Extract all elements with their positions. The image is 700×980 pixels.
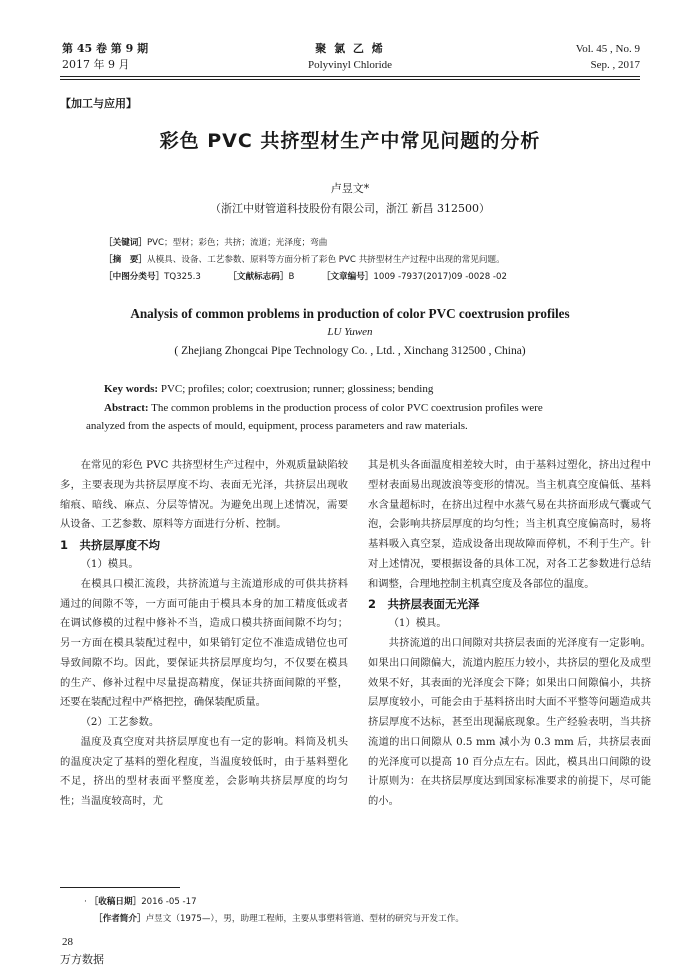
header-journal-en: Polyvinyl Chloride — [307, 59, 393, 71]
author-en: LU Yuwen — [327, 326, 373, 338]
classification-line — [104, 270, 507, 285]
author-cn: 卢昱文* — [330, 182, 370, 195]
received-label: ［收稿日期］ — [89, 897, 142, 907]
abstract-cn-label: ［摘 要］ — [104, 255, 147, 265]
header-date: 2017 年 9 月 — [62, 58, 130, 71]
clc-label: ［中图分类号］ — [104, 272, 165, 282]
title-cn: 彩色 PVC 共挤型材生产中常见问题的分析 — [159, 130, 541, 152]
footnote-author-bio — [94, 911, 464, 928]
abstract-en-text1: The common problems in the production process of color PVC coextrusion profiles were — [151, 402, 543, 414]
doc-code-value: B — [288, 272, 295, 282]
subheading-process-params: （2）工艺参数。 — [80, 716, 160, 728]
bio-label: ［作者简介］ — [94, 914, 146, 924]
header-journal-cn: 聚 氯 乙 烯 — [315, 42, 385, 55]
intro-paragraph: 在常见的彩色 PVC 共挤型材生产过程中，外观质量缺陷较多，主要表现为共挤层厚度不均、表面无光泽，共挤层出现收缩痕、暗线、麻点、分层等情况。为避免出现上述情况，需要从设备、工艺参数、原料等方面进行分析、控制。 — [60, 459, 348, 531]
section-1-heading: 1 共挤层厚度不均 — [60, 538, 161, 552]
title-en: Analysis of common problems in production of color PVC coextrusion profiles — [130, 306, 570, 321]
article-no-value: 1009 -7937(2017)09 -0028 -02 — [373, 272, 507, 282]
abstract-en-label: Abstract: — [104, 402, 149, 414]
keywords-en-label: Key words: — [104, 383, 159, 395]
left-column — [60, 456, 348, 812]
paragraph-continued: 其是机头各面温度相差较大时，由于基料过塑化，挤出过程中型材表面易出现波浪等变形的情况。当主机真空度偏低、基料水含量超标时，在挤出过程中水蒸气易在共挤面形成气囊或气泡，会影响共挤层厚度的均匀性；当主机真空度偏高时，易将基料吸入真空泵，造成设备出现故障而停机，不利于生产。针对上述情况，要根据设备的具体工况，对各工艺参数进行总结和调整，合理地控制主机真空度及各部位的温度。 — [368, 459, 651, 590]
section-2-heading: 2 共挤层表面无光泽 — [368, 597, 480, 612]
subheading-mould-2: （1）模具。 — [388, 617, 447, 630]
clc-value: TQ325.3 — [164, 272, 201, 282]
paragraph-process-params: 温度及真空度对共挤层厚度也有一定的影响。料筒及机头的温度决定了基料的塑化程度，当温度较低时，由于基料塑化不足，挤出的型材表面平整度差，会影响共挤层厚度的均匀性；当温度较高时，尤 — [60, 735, 348, 807]
page-number: 28 — [62, 936, 73, 948]
header-rule-thick — [60, 76, 640, 77]
watermark-text: 万方数据 — [60, 953, 104, 966]
keywords-cn — [104, 236, 327, 251]
keywords-cn-label: ［关键词］ — [104, 238, 147, 248]
received-value: 2016 -05 -17 — [141, 897, 197, 907]
abstract-en-line1 — [104, 402, 543, 414]
abstract-en-line2: analyzed from the aspects of mould, equipment, process parameters and raw materials. — [86, 420, 468, 432]
header-volume-issue: 第 45 卷 第 9 期 — [62, 42, 149, 55]
right-column — [368, 456, 651, 812]
paragraph-mould-2: 共挤流道的出口间隙对共挤层表面的光泽度有一定影响。如果出口间隙偏大，流道内腔压力较小，共挤层的塑化及成型效果不好，其表面的光泽度会下降；如果出口间隙偏小，共挤层厚度较小，可能会由于基料挤出时大面不平整等问题造成共挤层厚度不达标，甚至出现漏底现象。生产经验表明，当共挤流道的出口间隙从 0.5 mm 减小为 0.3 mm 后，共挤层表面的光泽度可以提高 10 百分点左右。因此，模具出口间隙的设计原则为：在共挤层厚度达到国家标准要求的前提下，尽可能的小。 — [368, 637, 651, 807]
abstract-cn-text: 从模具、设备、工艺参数、原料等方面分析了彩色 PVC 共挤型材生产过程中出现的常见问题。 — [146, 255, 505, 265]
keywords-en — [104, 383, 433, 395]
header-vol-no: Vol. 45 , No. 9 — [575, 43, 640, 55]
section-label: 【加工与应用】 — [60, 97, 137, 110]
bio-value: 卢昱文（1975—），男，助理工程师，主要从事塑料管道、型材的研究与开发工作。 — [145, 914, 464, 924]
subheading-mould-1: （1）模具。 — [80, 558, 139, 570]
abstract-cn — [104, 253, 505, 268]
header-rule-thin — [60, 79, 640, 80]
footnote-rule — [60, 887, 180, 888]
affiliation-en: ( Zhejiang Zhongcai Pipe Technology Co. , Ltd. , Xinchang 312500 , China) — [174, 345, 526, 357]
doc-code-label: ［文献标志码］ — [228, 272, 289, 282]
header-month-year: Sep. , 2017 — [590, 59, 640, 71]
keywords-cn-text: PVC；型材；彩色；共挤；流道；光泽度；弯曲 — [146, 238, 328, 248]
keywords-en-text: PVC; profiles; color; coextrusion; runner; glossiness; bending — [160, 383, 434, 395]
affiliation-cn: （浙江中财管道科技股份有限公司，浙江 新昌 312500） — [210, 202, 490, 215]
article-no-label: ［文章编号］ — [321, 272, 374, 282]
paragraph-mould-1: 在模具口模汇流段，共挤流道与主流道形成的可供共挤料通过的间隙不等，一方面可能由于模具本身的加工精度低或者在调试修模的过程中修补不当，造成口模共挤面间隙不均匀；另一方面在模具装配过程中，如果销钉定位不准造成错位也可导致间隙不均。因此，要保证共挤层厚度均匀，不仅要在模具的生产、修补过程中尽量提高精度，保证共挤面间隙的平整，还要在装配过程中严格把控，确保装配质量。 — [60, 577, 348, 709]
footnote-received: · ［收稿日期］2016 -05 -17 — [84, 897, 197, 907]
